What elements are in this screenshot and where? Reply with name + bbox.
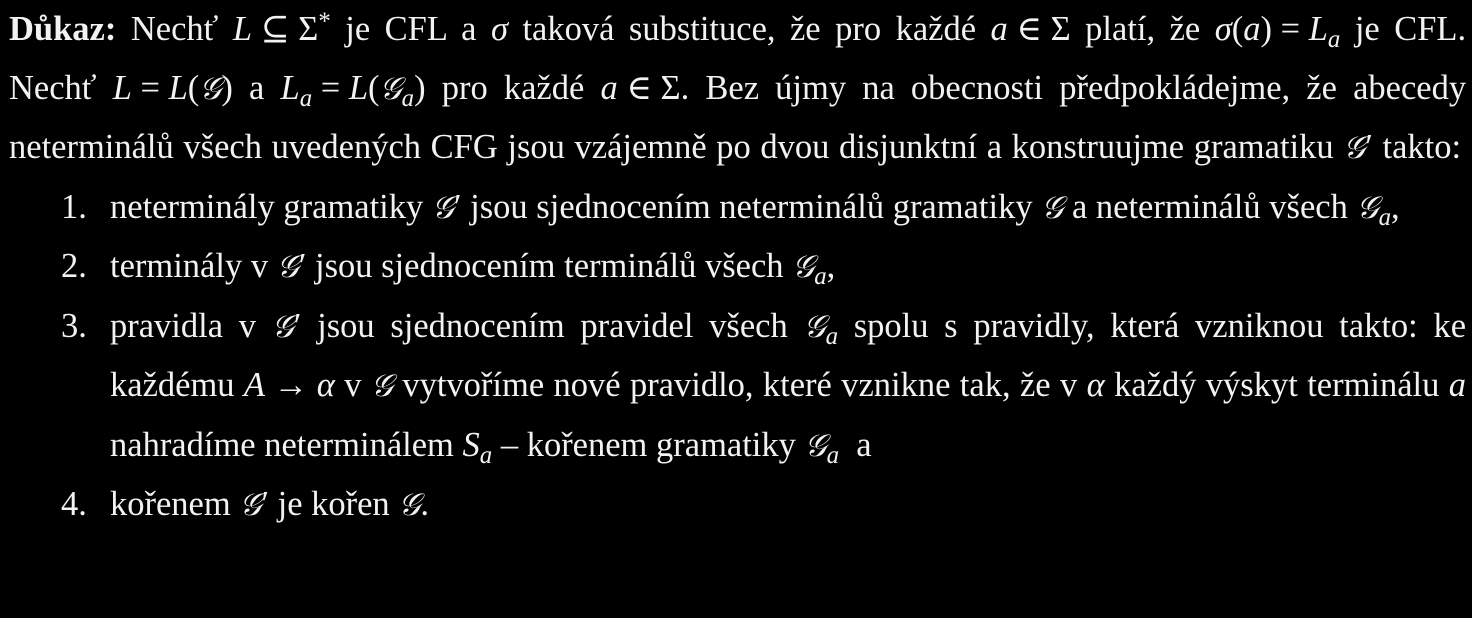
math-a: a (600, 68, 618, 107)
math-L: L (112, 68, 132, 107)
text: a neterminálů všech (1071, 187, 1348, 226)
math-A: A (243, 366, 265, 404)
math-sigma: σ (490, 10, 508, 48)
list-item (9, 237, 1466, 297)
math-G: 𝒢 (379, 70, 402, 107)
text: . (420, 485, 430, 523)
math-prime: ′ (261, 485, 269, 523)
math-sigma: σ (1214, 10, 1232, 48)
math-Sigma: Σ (1050, 10, 1071, 48)
math-G: 𝒢 (804, 427, 827, 464)
text: a (249, 68, 265, 107)
math-a: a (1243, 10, 1261, 48)
math-a: a (1378, 203, 1391, 231)
list-item (9, 297, 1466, 476)
list-item (9, 178, 1466, 238)
text: je CFL a (345, 10, 477, 48)
math-close: ) (1260, 10, 1272, 48)
text: takto: (1382, 128, 1462, 166)
text: jsou sjednocením neterminálů gramatiky (470, 187, 1033, 226)
math-open: ( (187, 68, 200, 107)
text: je kořen (277, 485, 390, 523)
text: jsou sjednocením pravidel všech (317, 306, 788, 345)
text: jsou sjednocením terminálů všech (315, 247, 784, 285)
text: Nechť (130, 10, 219, 48)
text: . Bez újmy na obecnosti předpokládejme, že abecedy neterminálů všech uvedených CFG jsou vzájemně po dvou disjunktní a konstruujme gramatiku (9, 68, 1467, 166)
text: pravidla v (110, 306, 257, 345)
math-G: 𝒢 (370, 368, 393, 404)
text: , (1390, 187, 1400, 226)
math-a: a (825, 322, 838, 350)
text: platí, že (1085, 10, 1201, 48)
math-a: a (990, 10, 1008, 48)
math-G: 𝒢 (1343, 130, 1366, 166)
math-G: 𝒢 (803, 308, 826, 345)
text: pro každé (441, 68, 585, 107)
math-star: * (318, 7, 331, 35)
math-in: ∈ (626, 68, 652, 107)
math-S: S (462, 425, 480, 464)
text: – kořenem gramatiky (500, 425, 796, 464)
math-G: 𝒢 (1041, 189, 1064, 226)
math-arrow: → (273, 366, 309, 404)
math-a: a (401, 84, 415, 112)
text: každý výskyt terminálu (1114, 366, 1440, 404)
list-item (9, 475, 1466, 535)
math-L: L (1308, 10, 1328, 48)
math-a: a (299, 84, 313, 112)
math-prime: ′ (293, 306, 302, 345)
math-a: a (1327, 25, 1341, 53)
math-G: 𝒢 (271, 308, 294, 345)
math-G: 𝒢 (199, 70, 222, 107)
math-close: ) (221, 68, 233, 107)
math-L: L (280, 68, 300, 107)
math-prime: ′ (1365, 128, 1373, 166)
list-number: 1. (61, 187, 87, 226)
math-alpha: α (1086, 366, 1105, 404)
math-a: a (1448, 366, 1467, 404)
math-G: 𝒢 (239, 487, 262, 523)
math-G: 𝒢 (1356, 189, 1379, 226)
text: terminály v (110, 247, 269, 285)
text: a (856, 425, 872, 464)
text: spolu s pravidly, která vzniknou takto: ke každému (110, 306, 1467, 404)
text: , (826, 247, 836, 285)
proof-paragraph (9, 0, 1466, 178)
text: neterminály gramatiky (110, 187, 424, 226)
text: vytvoříme nové pravidlo, které vznikne tak, že v (402, 366, 1078, 404)
math-G: 𝒢 (276, 249, 299, 285)
math-a: a (826, 441, 840, 469)
text: taková substituce, že pro každé (522, 10, 977, 48)
steps-list (9, 178, 1466, 535)
math-a: a (814, 262, 827, 290)
math-prime: ′ (454, 187, 462, 226)
list-number: 2. (61, 247, 87, 285)
math-eq: = (140, 68, 160, 107)
math-G: 𝒢 (792, 249, 815, 285)
math-L: L (348, 68, 369, 107)
math-a: a (479, 441, 493, 469)
math-G: 𝒢 (431, 189, 454, 226)
text: v (344, 366, 362, 404)
math-Sigma: Σ (660, 68, 681, 107)
math-G: 𝒢 (398, 487, 421, 523)
math-open: ( (1231, 10, 1244, 48)
math-subseteq: ⊆ (260, 10, 290, 48)
math-alpha: α (316, 366, 335, 404)
math-L: L (168, 68, 188, 107)
math-eq: = (320, 68, 341, 107)
proof-label: Důkaz: (9, 10, 117, 48)
text: kořenem (110, 485, 231, 523)
math-L: L (232, 10, 253, 48)
math-in: ∈ (1016, 10, 1042, 48)
list-number: 3. (61, 306, 87, 345)
list-number: 4. (61, 485, 87, 523)
math-eq: = (1280, 10, 1301, 48)
text: je CFL. Nechť (9, 10, 1467, 107)
text: nahradíme neterminálem (110, 425, 454, 464)
math-close: ) (414, 68, 426, 107)
math-prime: ′ (298, 247, 307, 285)
math-Sigma: Σ (298, 10, 319, 48)
math-open: ( (368, 68, 380, 107)
